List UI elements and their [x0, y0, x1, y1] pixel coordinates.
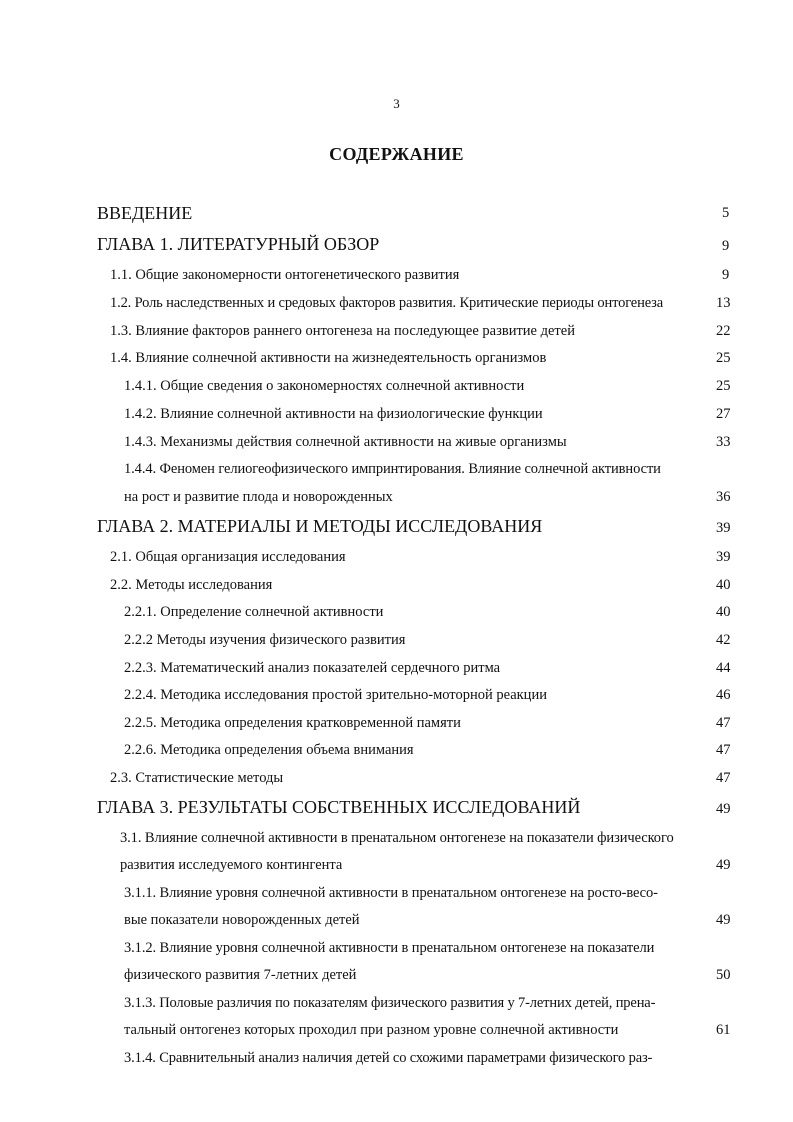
toc-entry-page: 40	[716, 577, 731, 593]
toc-entry-page: 13	[716, 295, 731, 311]
toc-entry-page: 36	[716, 489, 731, 505]
toc-entry-page: 39	[716, 549, 731, 565]
toc-entry-text: 2.2.5. Методика определения кратковременной памяти	[124, 715, 461, 731]
toc-entry-page: 27	[716, 406, 731, 422]
toc-entry-page: 40	[716, 604, 731, 620]
toc-entry-text: развития исследуемого контингента	[120, 857, 343, 873]
toc-entry-page: 47	[716, 770, 731, 786]
toc-entry-page: 25	[716, 350, 731, 366]
toc-entry-text: 1.3. Влияние факторов раннего онтогенеза на последующее развитие детей	[110, 323, 575, 339]
toc-entry-page: 50	[716, 967, 731, 983]
toc-entry-text: ГЛАВА 3. РЕЗУЛЬТАТЫ СОБСТВЕННЫХ ИССЛЕДОВАНИЙ	[97, 797, 581, 817]
toc-entry-text: 1.4. Влияние солнечной активности на жизнедеятельность организмов	[110, 350, 547, 366]
toc-entry-text: 3.1.3. Половые различия по показателям физического развития у 7-летних детей, прена-	[124, 995, 656, 1011]
toc-entry-page: 44	[716, 660, 731, 676]
toc-entry-text: на рост и развитие плода и новорожденных	[124, 489, 393, 505]
toc-entry-text: 1.4.2. Влияние солнечной активности на физиологические функции	[124, 406, 543, 422]
toc-entry-page: 42	[716, 632, 731, 648]
toc-entry-text: 2.2.4. Методика исследования простой зрительно-моторной реакции	[124, 687, 547, 703]
toc-entry-page: 47	[716, 715, 731, 731]
toc-entry-text: 1.4.4. Феномен гелиогеофизического импринтирования. Влияние солнечной активности	[124, 461, 661, 477]
toc-entry-text: 3.1.2. Влияние уровня солнечной активности в пренатальном онтогенезе на показатели	[124, 940, 655, 956]
toc-entry-text: 2.2.1. Определение солнечной активности	[124, 604, 384, 620]
toc-entry-page: 9	[722, 267, 730, 283]
toc-entry-text: 1.1. Общие закономерности онтогенетического развития	[110, 267, 460, 283]
toc-entry-text: физического развития 7-летних детей	[124, 967, 357, 983]
toc-entry-text: ВВЕДЕНИЕ	[97, 203, 193, 223]
toc-entry-page: 22	[716, 323, 731, 339]
toc-entry-text: 3.1.1. Влияние уровня солнечной активности в пренатальном онтогенезе на росто-весо-	[124, 885, 658, 901]
toc-entry-text: 2.3. Статистические методы	[110, 770, 284, 786]
toc-entry-text: вые показатели новорожденных детей	[124, 912, 360, 928]
toc-entry-text: тальный онтогенез которых проходил при разном уровне солнечной активности	[124, 1022, 619, 1038]
toc-entry-text: ГЛАВА 2. МАТЕРИАЛЫ И МЕТОДЫ ИССЛЕДОВАНИЯ	[97, 516, 543, 536]
toc-entry-page: 47	[716, 742, 731, 758]
toc-entry-page: 39	[716, 520, 731, 536]
toc-entry-text: 2.2. Методы исследования	[110, 577, 273, 593]
toc-entry-text: 2.2.3. Математический анализ показателей сердечного ритма	[124, 660, 501, 676]
toc-entry-page: 5	[722, 205, 730, 221]
page-number: 3	[393, 96, 400, 111]
toc-entry-text: 3.1.4. Сравнительный анализ наличия детей со схожими параметрами физического раз-	[124, 1050, 653, 1066]
page-title: СОДЕРЖАНИЕ	[329, 144, 464, 164]
toc-entry-page: 49	[716, 801, 731, 817]
toc-entry-text: 2.1. Общая организация исследования	[110, 549, 346, 565]
toc-entry-page: 33	[716, 434, 731, 450]
toc-entry-text: 2.2.6. Методика определения объема внимания	[124, 742, 414, 758]
toc-entry-page: 61	[716, 1022, 731, 1038]
toc-entry-text: 1.2. Роль наследственных и средовых факторов развития. Критические периоды онтогенеза	[110, 295, 664, 311]
toc-entry-page: 46	[716, 687, 731, 703]
toc-entry-page: 49	[716, 857, 731, 873]
toc-entry-text: 1.4.3. Механизмы действия солнечной активности на живые организмы	[124, 434, 567, 450]
toc-entry-page: 9	[722, 238, 730, 254]
toc-entry-text: 3.1. Влияние солнечной активности в пренатальном онтогенезе на показатели физического	[120, 830, 674, 846]
toc-entry-page: 49	[716, 912, 731, 928]
toc-entry-text: ГЛАВА 1. ЛИТЕРАТУРНЫЙ ОБЗОР	[97, 234, 380, 254]
toc-entry-text: 1.4.1. Общие сведения о закономерностях солнечной активности	[124, 378, 525, 394]
toc-entry-page: 25	[716, 378, 731, 394]
toc-entry-text: 2.2.2 Методы изучения физического развития	[124, 632, 406, 648]
